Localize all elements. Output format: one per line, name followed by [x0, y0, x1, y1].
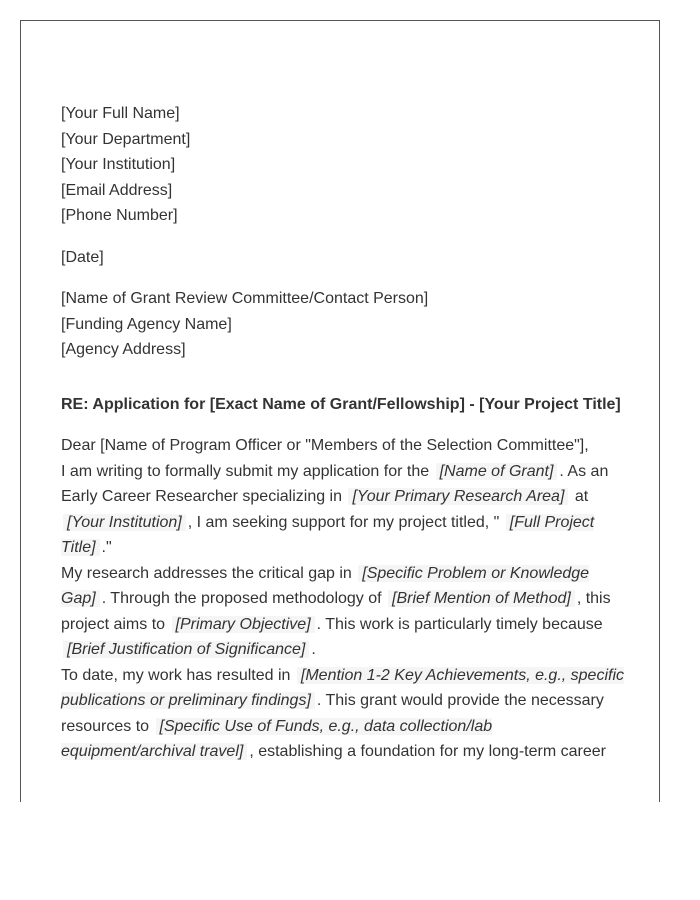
para1-text-3: at: [574, 488, 589, 505]
para3-text-3: , establishing a foundation for my long-term career: [249, 743, 606, 760]
letter-date: [Date]: [61, 248, 104, 266]
paragraph-achievements: [61, 663, 626, 765]
sender-institution: [Your Institution]: [61, 156, 176, 173]
para2-text-1: My research addresses the critical gap in: [61, 564, 352, 582]
placeholder-knowledge-gap: [Specific Problem or Knowledge Gap]: [61, 564, 590, 607]
para1-text-4: , I am seeking support for my project titled, ": [187, 513, 500, 531]
placeholder-project-title: [Full Project Title]: [61, 513, 595, 556]
para3-text-1: To date, my work has resulted in: [61, 666, 291, 684]
sender-full-name: [Your Full Name]: [61, 105, 180, 122]
para2-text-3: , this project aims to: [61, 590, 611, 633]
placeholder-significance: [Brief Justification of Significance]: [63, 641, 309, 658]
subject-text: RE: Application for [Exact Name of Grant/Fellowship] - [Your Project Title]: [61, 395, 621, 413]
recipient-agency: [Funding Agency Name]: [61, 315, 232, 333]
placeholder-use-of-funds: [Specific Use of Funds, e.g., data collection/lab equipment/archival travel]: [61, 717, 493, 760]
placeholder-achievements: [Mention 1-2 Key Achievements, e.g., specific publications or preliminary findings]: [61, 666, 625, 709]
recipient-name: [Name of Grant Review Committee/Contact Person]: [61, 290, 429, 307]
sender-department: [Your Department]: [61, 130, 191, 148]
placeholder-method: [Brief Mention of Method]: [388, 590, 575, 607]
para1-text-2: . As an Early Career Researcher specializing in: [61, 462, 609, 505]
placeholder-research-area: [Your Primary Research Area]: [348, 488, 568, 505]
para2-text-4: . This work is particularly timely because: [316, 615, 603, 633]
para3-text-2: . This grant would provide the necessary resources to: [61, 692, 604, 735]
paragraph-intro: [61, 459, 626, 561]
sender-phone: [Phone Number]: [61, 207, 178, 224]
recipient-block: [61, 286, 626, 363]
date-block: [61, 245, 626, 271]
salutation: Dear [Name of Program Officer or "Members of the Selection Committee"],: [61, 437, 589, 454]
para1-text-5: .": [101, 539, 112, 556]
para2-text-5: .: [311, 641, 316, 658]
sender-block: [61, 101, 626, 229]
placeholder-grant-name: [Name of Grant]: [436, 463, 558, 480]
letter-body: [61, 101, 626, 765]
paragraph-research: [61, 561, 626, 663]
placeholder-institution: [Your Institution]: [63, 514, 186, 531]
recipient-address: [Agency Address]: [61, 341, 186, 358]
para2-text-2: . Through the proposed methodology of: [101, 590, 382, 607]
letter-page: [20, 20, 660, 802]
subject-line: [61, 392, 626, 418]
placeholder-objective: [Primary Objective]: [172, 616, 315, 633]
sender-email: [Email Address]: [61, 181, 173, 199]
para1-text-1: I am writing to formally submit my application for the: [61, 462, 430, 480]
salutation-block: [61, 433, 626, 459]
